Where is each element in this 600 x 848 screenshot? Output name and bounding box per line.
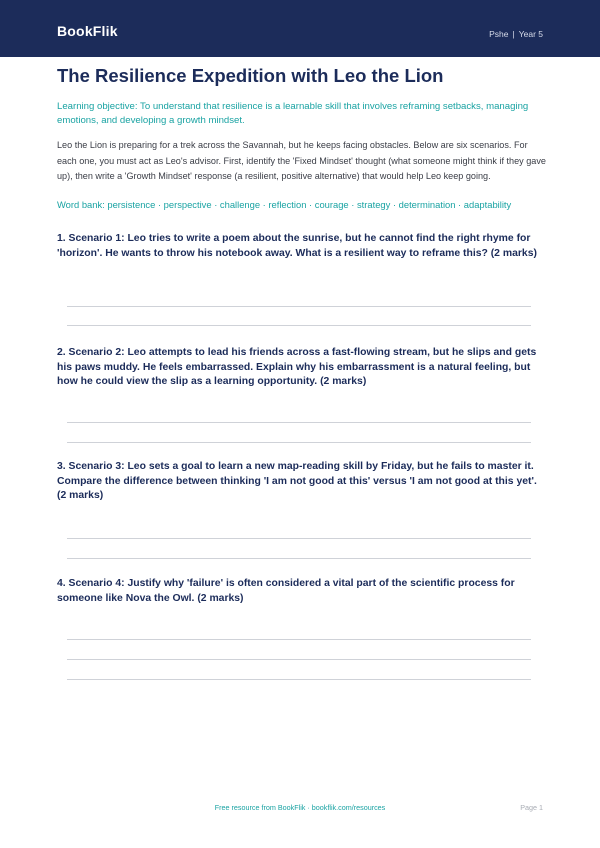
answer-line[interactable]: [67, 422, 531, 423]
word-bank: Word bank: persistence · perspective · challenge · reflection · courage · strategy · determination · adaptability: [57, 199, 512, 210]
answer-line[interactable]: [67, 679, 531, 680]
intro-paragraph: Leo the Lion is preparing for a trek across the Savannah, but he keeps facing obstacles. Below are six scenarios. For each one, you must act as Leo's advisor. First, identify the 'Fixed Mindset' thought (what someone might think if they gave up), then write a 'Growth Mindset' response (a resilient, positive alternative) that would help Leo keep going.: [57, 140, 546, 181]
learning-objective: Learning objective: To understand that resilience is a learnable skill that involves reframing setbacks, managing emotions, and developing a growth mindset.: [57, 101, 529, 126]
answer-line[interactable]: [67, 306, 531, 307]
page-header: [0, 0, 600, 57]
brand-logo-text: BookFlik: [57, 23, 118, 39]
year-label: Year 5: [518, 29, 543, 39]
footer-credit: Free resource from BookFlik · bookflik.com/resources: [214, 803, 386, 812]
answer-line[interactable]: [67, 639, 531, 640]
subject-label: Pshe: [489, 29, 509, 39]
header-meta: [489, 29, 543, 39]
question-2: 2. Scenario 2: Leo attempts to lead his friends across a fast-flowing stream, but he slips and gets his paws muddy. He feels embarrassed. Explain why his embarrassment is a natural feeling, but how he could view the slip as a learning opportunity. (2 marks): [57, 347, 537, 388]
worksheet-title: The Resilience Expedition with Leo the Lion: [57, 65, 444, 86]
answer-line[interactable]: [67, 325, 531, 326]
question-3: 3. Scenario 3: Leo sets a goal to learn a new map-reading skill by Friday, but he fails to master it. Compare the difference between thinking 'I am not good at this' versus 'I am not good at this yet'. (2 marks): [57, 461, 537, 502]
answer-line[interactable]: [67, 558, 531, 559]
question-4: 4. Scenario 4: Justify why 'failure' is often considered a vital part of the scientific process for someone like Nova the Owl. (2 marks): [57, 578, 515, 604]
question-1: 1. Scenario 1: Leo tries to write a poem about the sunrise, but he cannot find the right rhyme for 'horizon'. He wants to throw his notebook away. What is a resilient way to reframe this? (2 marks): [57, 233, 537, 259]
answer-line[interactable]: [67, 538, 531, 539]
page-number: Page 1: [520, 803, 543, 812]
answer-line[interactable]: [67, 442, 531, 443]
answer-line[interactable]: [67, 659, 531, 660]
meta-separator: |: [512, 29, 515, 39]
